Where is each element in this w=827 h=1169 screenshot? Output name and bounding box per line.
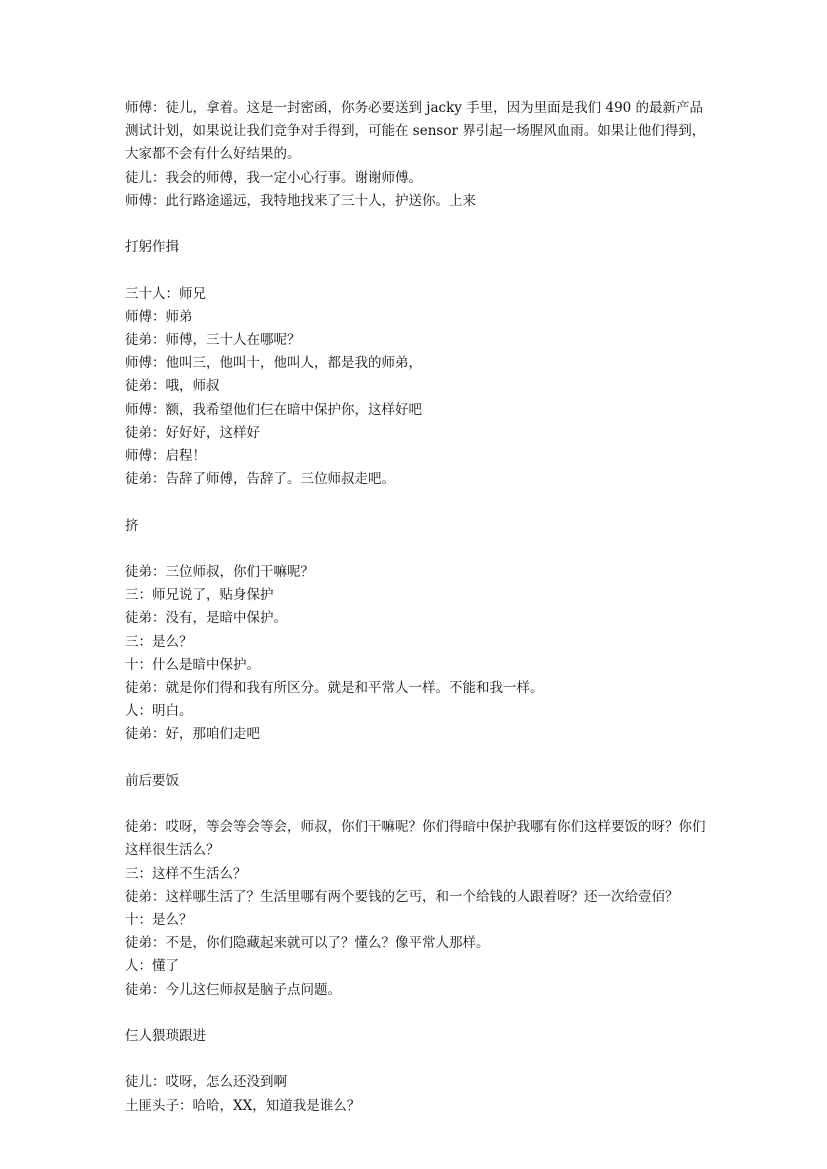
dialogue-line: 徒弟：就是你们得和我有所区分。就是和平常人一样。不能和我一样。 <box>125 680 544 697</box>
dialogue-line: 师傅：师弟 <box>125 308 193 325</box>
dialogue-line: 徒弟：三位师叔，你们干嘛呢？ <box>125 564 314 580</box>
dialogue-line: 师傅：他叫三，他叫十，他叫人，都是我的师弟， <box>125 355 422 372</box>
blank-line <box>125 213 715 236</box>
dialogue-line: 三：师兄说了，贴身保护 <box>125 587 274 604</box>
script-text <box>125 97 715 1118</box>
dialogue-line: 师傅：此行路途遥远，我特地找来了三十人，护送你。上来 <box>125 192 476 209</box>
dialogue-line: 徒弟：今儿这仨师叔是脑子点问题。 <box>125 981 341 998</box>
dialogue-line: 徒弟：哦，师叔 <box>125 378 220 395</box>
stage-direction: 打躬作揖 <box>125 239 179 256</box>
blank-line <box>125 747 715 770</box>
dialogue-line: 师傅：启程！ <box>125 448 206 465</box>
dialogue-line: 师傅：徒儿，拿着。这是一封密函，你务必要送到 jacky 手里，因为里面是我们 490 的最新产品测试计划，如果说让我们竞争对手得到，可能在 sensor 界引起一场腥风血雨。如果让他们得到，大家都不会有什么好结果的。 <box>125 100 706 163</box>
dialogue-line: 徒儿：我会的师傅，我一定小心行事。谢谢师傅。 <box>125 169 422 186</box>
dialogue-line: 徒弟：没有，是暗中保护。 <box>125 610 287 627</box>
blank-line <box>125 259 715 282</box>
stage-direction: 前后要饭 <box>125 772 179 789</box>
dialogue-line: 徒弟：告辞了师傅，告辞了。三位师叔走吧。 <box>125 471 395 488</box>
dialogue-line: 人：懂了 <box>125 958 179 975</box>
dialogue-line: 十：什么是暗中保护。 <box>125 656 260 673</box>
dialogue-line: 徒弟：哎呀，等会等会等会，师叔，你们干嘛呢？你们得暗中保护我哪有你们这样要饭的呀？你们这样很生活么？ <box>125 819 706 859</box>
dialogue-line: 徒弟：师傅，三十人在哪呢？ <box>125 332 301 348</box>
stage-direction: 挤 <box>125 517 139 534</box>
dialogue-line: 师傅：额，我希望他们仨在暗中保护你，这样好吧 <box>125 401 422 418</box>
dialogue-line: 十：是么？ <box>125 912 193 929</box>
dialogue-line: 三：这样不生活么？ <box>125 865 247 882</box>
dialogue-line: 三十人：师兄 <box>125 285 206 302</box>
dialogue-line: 三：是么？ <box>125 633 193 650</box>
stage-direction: 仨人猥琐跟进 <box>125 1028 206 1045</box>
blank-line <box>125 1048 715 1071</box>
blank-line <box>125 1002 715 1025</box>
dialogue-line: 徒儿：哎呀，怎么还没到啊 <box>125 1074 287 1091</box>
blank-line <box>125 491 715 514</box>
blank-line <box>125 793 715 816</box>
dialogue-line: 徒弟：好好好，这样好 <box>125 424 260 441</box>
dialogue-line: 徒弟：这样哪生活了？生活里哪有两个要钱的乞丐，和一个给钱的人跟着呀？还一次给壹佰？ <box>125 888 679 905</box>
blank-line <box>125 538 715 561</box>
dialogue-line: 土匪头子：哈哈，XX，知道我是谁么？ <box>125 1097 361 1114</box>
dialogue-line: 徒弟：不是，你们隐藏起来就可以了？懂么？像平常人那样。 <box>125 935 490 952</box>
dialogue-line: 人：明白。 <box>125 703 193 720</box>
dialogue-line: 徒弟：好，那咱们走吧 <box>125 726 260 743</box>
